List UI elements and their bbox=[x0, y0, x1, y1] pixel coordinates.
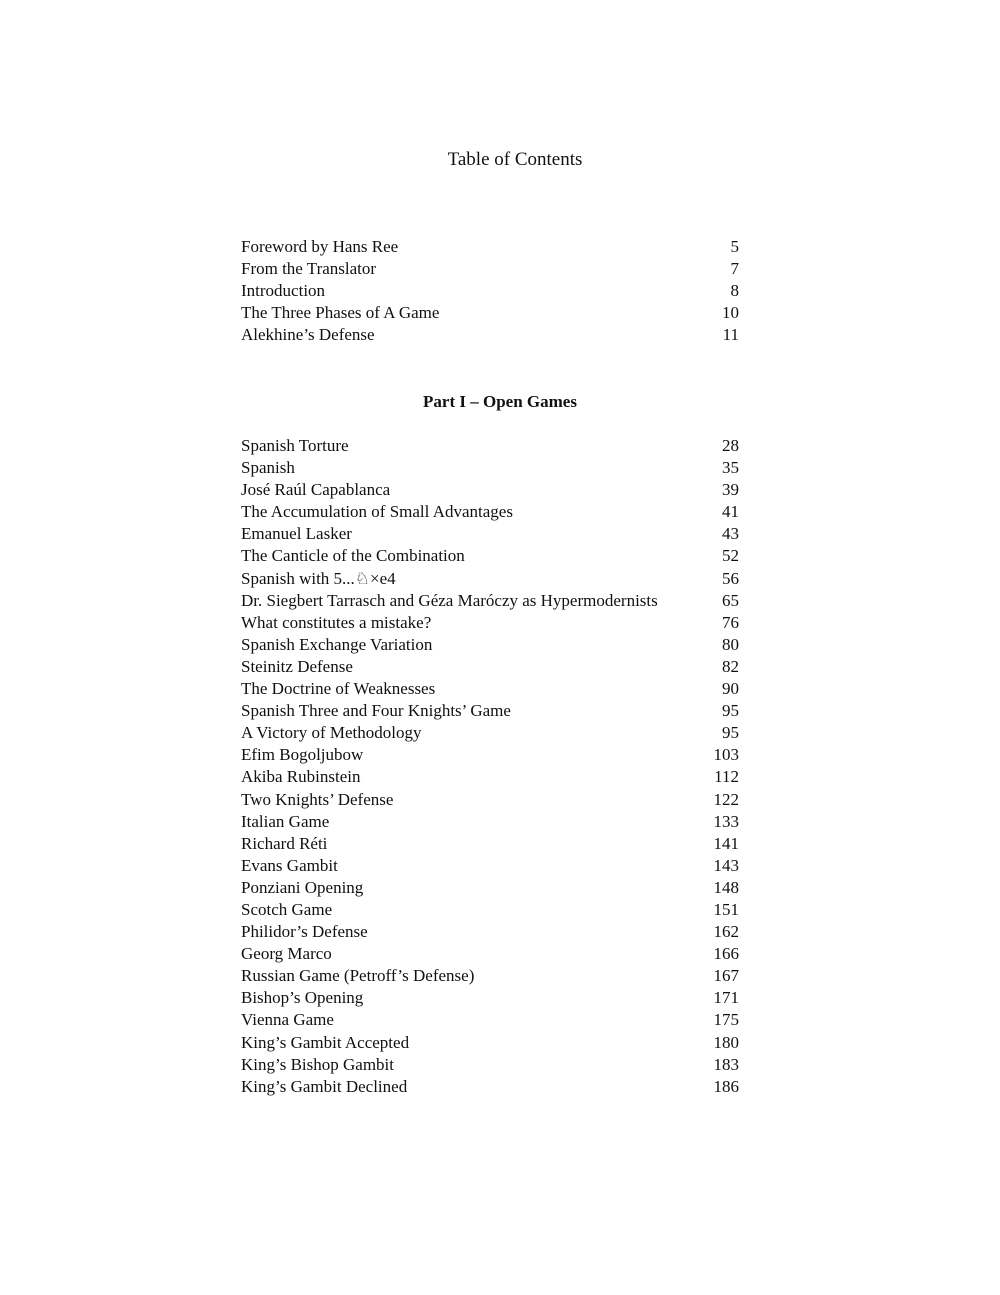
toc-entry-page-number: 52 bbox=[722, 546, 739, 566]
toc-entry-title: What constitutes a mistake? bbox=[241, 612, 432, 632]
toc-entry-title: Spanish Three and Four Knights’ Game bbox=[241, 701, 511, 721]
toc-entry[interactable] bbox=[241, 590, 739, 612]
toc-entry-page-number: 28 bbox=[722, 436, 739, 455]
toc-entry-title: Emanuel Lasker bbox=[241, 524, 352, 544]
toc-entry-title: Evans Gambit bbox=[241, 855, 338, 875]
toc-entry-page-number: 133 bbox=[713, 811, 739, 831]
toc-entry[interactable] bbox=[241, 965, 739, 987]
toc-entry-page-number: 175 bbox=[713, 1010, 739, 1030]
toc-entry-page-number: 5 bbox=[730, 237, 739, 256]
toc-entry[interactable] bbox=[241, 855, 739, 877]
toc-entry-page-number: 95 bbox=[722, 723, 739, 743]
toc-entry[interactable] bbox=[241, 722, 739, 744]
front-matter-list bbox=[241, 236, 739, 346]
toc-entry[interactable] bbox=[241, 457, 739, 479]
toc-entry[interactable] bbox=[241, 789, 739, 811]
toc-entry[interactable] bbox=[241, 877, 739, 899]
toc-entry-title: Italian Game bbox=[241, 811, 330, 831]
toc-entry[interactable] bbox=[241, 302, 739, 324]
toc-entry-title: King’s Bishop Gambit bbox=[241, 1054, 395, 1074]
toc-entry-title: Philidor’s Defense bbox=[241, 922, 368, 942]
page-title: Table of Contents bbox=[447, 149, 583, 170]
toc-entry[interactable] bbox=[241, 236, 739, 258]
toc-entry-title: Vienna Game bbox=[241, 1010, 334, 1030]
toc-entry-title: Introduction bbox=[241, 281, 326, 301]
toc-entry-page-number: 11 bbox=[722, 325, 739, 345]
toc-entry-page-number: 122 bbox=[713, 789, 739, 809]
toc-entry-page-number: 171 bbox=[713, 988, 739, 1008]
toc-entry-page-number: 76 bbox=[722, 612, 739, 632]
toc-entry-title: Steinitz Defense bbox=[241, 656, 353, 676]
toc-entry-page-number: 95 bbox=[722, 701, 739, 721]
toc-entry-title: Scotch Game bbox=[241, 899, 333, 919]
toc-entry-page-number: 167 bbox=[713, 966, 739, 986]
toc-entry-page-number: 180 bbox=[713, 1032, 739, 1052]
toc-entry-title: Spanish Torture bbox=[241, 436, 349, 455]
toc-entry-title: Foreword by Hans Ree bbox=[241, 237, 399, 256]
toc-entry-page-number: 82 bbox=[722, 656, 739, 676]
toc-entry[interactable] bbox=[241, 700, 739, 722]
toc-entry[interactable] bbox=[241, 943, 739, 965]
toc-entry-page-number: 162 bbox=[713, 922, 739, 942]
toc-entry-title: Akiba Rubinstein bbox=[241, 767, 361, 787]
toc-entry-page-number: 41 bbox=[722, 502, 739, 522]
toc-entry-page-number: 56 bbox=[722, 568, 739, 588]
part-heading: Part I – Open Games bbox=[423, 392, 577, 411]
toc-entry[interactable] bbox=[241, 568, 739, 590]
toc-entry-title: The Accumulation of Small Advantages bbox=[241, 502, 513, 522]
toc-entry-page-number: 166 bbox=[713, 944, 739, 964]
toc-entry-title: Georg Marco bbox=[241, 944, 332, 964]
toc-entry-title: The Doctrine of Weaknesses bbox=[241, 679, 436, 699]
toc-entry[interactable] bbox=[241, 545, 739, 567]
toc-entry-page-number: 10 bbox=[722, 303, 739, 323]
toc-entry-title: Efim Bogoljubow bbox=[241, 745, 364, 765]
toc-entry-page-number: 143 bbox=[713, 855, 739, 875]
toc-entry[interactable] bbox=[241, 634, 739, 656]
toc-entry-page-number: 183 bbox=[713, 1054, 739, 1074]
toc-entry-page-number: 141 bbox=[713, 833, 739, 853]
toc-entry-title: From the Translator bbox=[241, 259, 377, 279]
toc-entry-title: Spanish with 5...♘×e4 bbox=[241, 568, 396, 588]
toc-entry[interactable] bbox=[241, 501, 739, 523]
toc-entry[interactable] bbox=[241, 656, 739, 678]
toc-entry-title: Spanish Exchange Variation bbox=[241, 634, 433, 654]
toc-entry[interactable] bbox=[241, 1032, 739, 1054]
toc-entry-title: King’s Gambit Declined bbox=[241, 1076, 408, 1096]
toc-entry[interactable] bbox=[241, 921, 739, 943]
toc-entry[interactable] bbox=[241, 435, 739, 457]
toc-entry-title: Alekhine’s Defense bbox=[241, 325, 375, 345]
toc-entry[interactable] bbox=[241, 1076, 739, 1098]
toc-entry-title: Bishop’s Opening bbox=[241, 988, 364, 1008]
toc-entry[interactable] bbox=[241, 744, 739, 766]
toc-entry[interactable] bbox=[241, 811, 739, 833]
toc-entry[interactable] bbox=[241, 766, 739, 788]
toc-entry-page-number: 103 bbox=[713, 745, 739, 765]
toc-entry[interactable] bbox=[241, 678, 739, 700]
toc-entry[interactable] bbox=[241, 324, 739, 346]
toc-entry-title: King’s Gambit Accepted bbox=[241, 1032, 410, 1052]
toc-entry-page-number: 151 bbox=[713, 899, 739, 919]
toc-entry-page-number: 43 bbox=[722, 524, 739, 544]
toc-entry-title: The Canticle of the Combination bbox=[241, 546, 465, 566]
toc-entry[interactable] bbox=[241, 479, 739, 501]
toc-entry-title: Richard Réti bbox=[241, 833, 328, 853]
toc-entry-page-number: 8 bbox=[730, 281, 739, 301]
toc-entry[interactable] bbox=[241, 258, 739, 280]
toc-entry-page-number: 35 bbox=[722, 458, 739, 478]
toc-entry-page-number: 186 bbox=[713, 1076, 739, 1096]
toc-entry-page-number: 39 bbox=[722, 480, 739, 500]
toc-entry-title: The Three Phases of A Game bbox=[241, 303, 440, 323]
toc-entry[interactable] bbox=[241, 612, 739, 634]
toc-entry-page-number: 65 bbox=[722, 590, 739, 610]
toc-entry[interactable] bbox=[241, 833, 739, 855]
toc-entry-title: Two Knights’ Defense bbox=[241, 789, 394, 809]
toc-entry-title: José Raúl Capablanca bbox=[241, 480, 391, 500]
toc-entry-title: Ponziani Opening bbox=[241, 877, 364, 897]
toc-entry[interactable] bbox=[241, 899, 739, 921]
toc-entry-page-number: 112 bbox=[714, 767, 739, 787]
toc-entry-page-number: 90 bbox=[722, 679, 739, 699]
toc-entry-title: Dr. Siegbert Tarrasch and Géza Maróczy as Hypermodernists bbox=[241, 590, 658, 610]
toc-entry-page-number: 7 bbox=[730, 259, 739, 279]
toc-entry[interactable] bbox=[241, 523, 739, 545]
toc-entry-page-number: 80 bbox=[722, 634, 739, 654]
toc-entry-title: Spanish bbox=[241, 458, 295, 478]
toc-entry[interactable] bbox=[241, 280, 739, 302]
toc-entry[interactable] bbox=[241, 1009, 739, 1031]
part1-entry-list bbox=[241, 435, 739, 1098]
toc-entry-page-number: 148 bbox=[713, 877, 739, 897]
toc-entry-title: A Victory of Methodology bbox=[241, 723, 422, 743]
toc-entry[interactable] bbox=[241, 987, 739, 1009]
toc-entry[interactable] bbox=[241, 1054, 739, 1076]
toc-entry-title: Russian Game (Petroff’s Defense) bbox=[241, 966, 475, 986]
